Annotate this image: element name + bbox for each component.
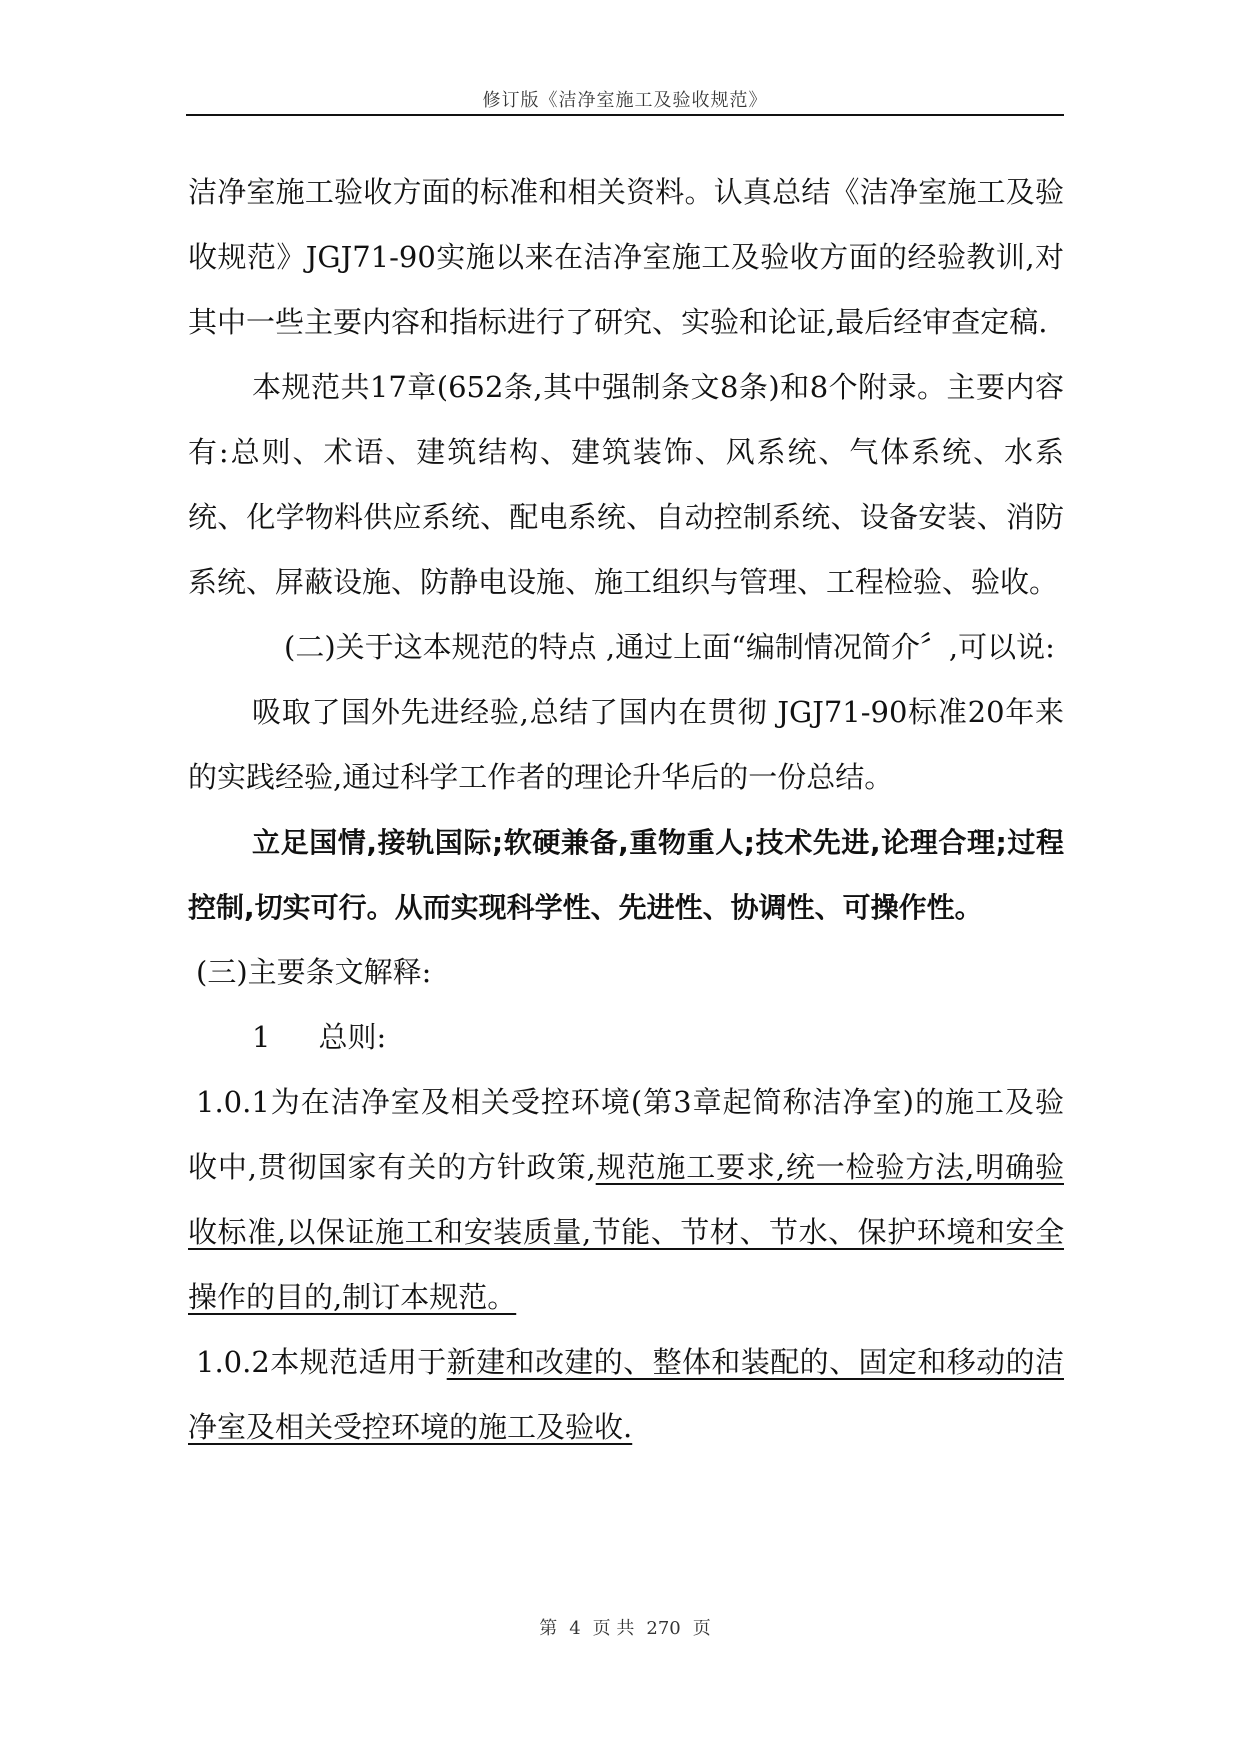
paragraph-features-heading: (二)关于这本规范的特点 ,通过上面“编制情况简介〞,可以说:	[284, 630, 1055, 664]
paragraph-intro-continuation: 洁净室施工验收方面的标准和相关资料。认真总结《洁净室施工及验收规范》JGJ71-90实施以来在洁净室施工及验收方面的经验教训,对其中一些主要内容和指标进行了研究、实验和论证,最后经审查定稿.	[188, 175, 1064, 339]
footer-label-after: 页	[692, 1618, 711, 1639]
page-footer	[186, 1614, 1064, 1640]
footer-label-before: 第	[539, 1618, 558, 1639]
footer-total-pages: 270	[646, 1618, 681, 1639]
page-header-title: 修订版《洁净室施工及验收规范》	[482, 90, 768, 111]
clause-1-0-2-lead: 1.0.2本规范适用于	[196, 1345, 447, 1379]
paragraph-contents-summary: 本规范共17章(652条,其中强制条文8条)和8个附录。主要内容有:总则、术语、建筑结构、建筑装饰、风系统、气体系统、水系统、化学物料供应系统、配电系统、自动控制系统、设备安装、消防系统、屏蔽设施、防静电设施、施工组织与管理、工程检验、验收。	[188, 370, 1064, 599]
clause-1-0-2	[188, 1330, 1064, 1460]
chapter-heading-general	[188, 1005, 1064, 1070]
footer-page-number: 4	[569, 1618, 581, 1639]
footer-label-mid: 页 共	[592, 1618, 635, 1639]
chapter-title: 总则:	[318, 1020, 387, 1054]
chapter-number: 1	[252, 1020, 271, 1054]
document-body	[188, 160, 1064, 1460]
paragraph-principles-bold: 立足国情,接轨国际;软硬兼备,重物重人;技术先进,论理合理;过程控制,切实可行。从而实现科学性、先进性、协调性、可操作性。	[188, 826, 1064, 924]
paragraph-experience-summary: 吸取了国外先进经验,总结了国内在贯彻 JGJ71-90标准20年来的实践经验,通过科学工作者的理论升华后的一份总结。	[188, 695, 1064, 794]
header-divider	[186, 114, 1064, 116]
section-heading-clause-explanation: (三)主要条文解释:	[196, 955, 432, 989]
clause-1-0-1	[188, 1070, 1064, 1330]
clause-1-0-1-lead: 1.0.1为在洁净室及相关受控环境(第3章起简称洁净室)的施工及验收中,贯彻国家有关的方针政策,	[188, 1085, 1064, 1184]
clause-1-0-1-underlined: 规范施工要求,统一检验方法,明确验收标准,以保证施工和安装质量,节能、节材、节水、保护环境和安全操作的目的,制订本规范。	[188, 1150, 1064, 1314]
clause-1-0-2-underlined: 新建和改建的、整体和装配的、固定和移动的洁净室及相关受控环境的施工及验收.	[188, 1345, 1064, 1444]
